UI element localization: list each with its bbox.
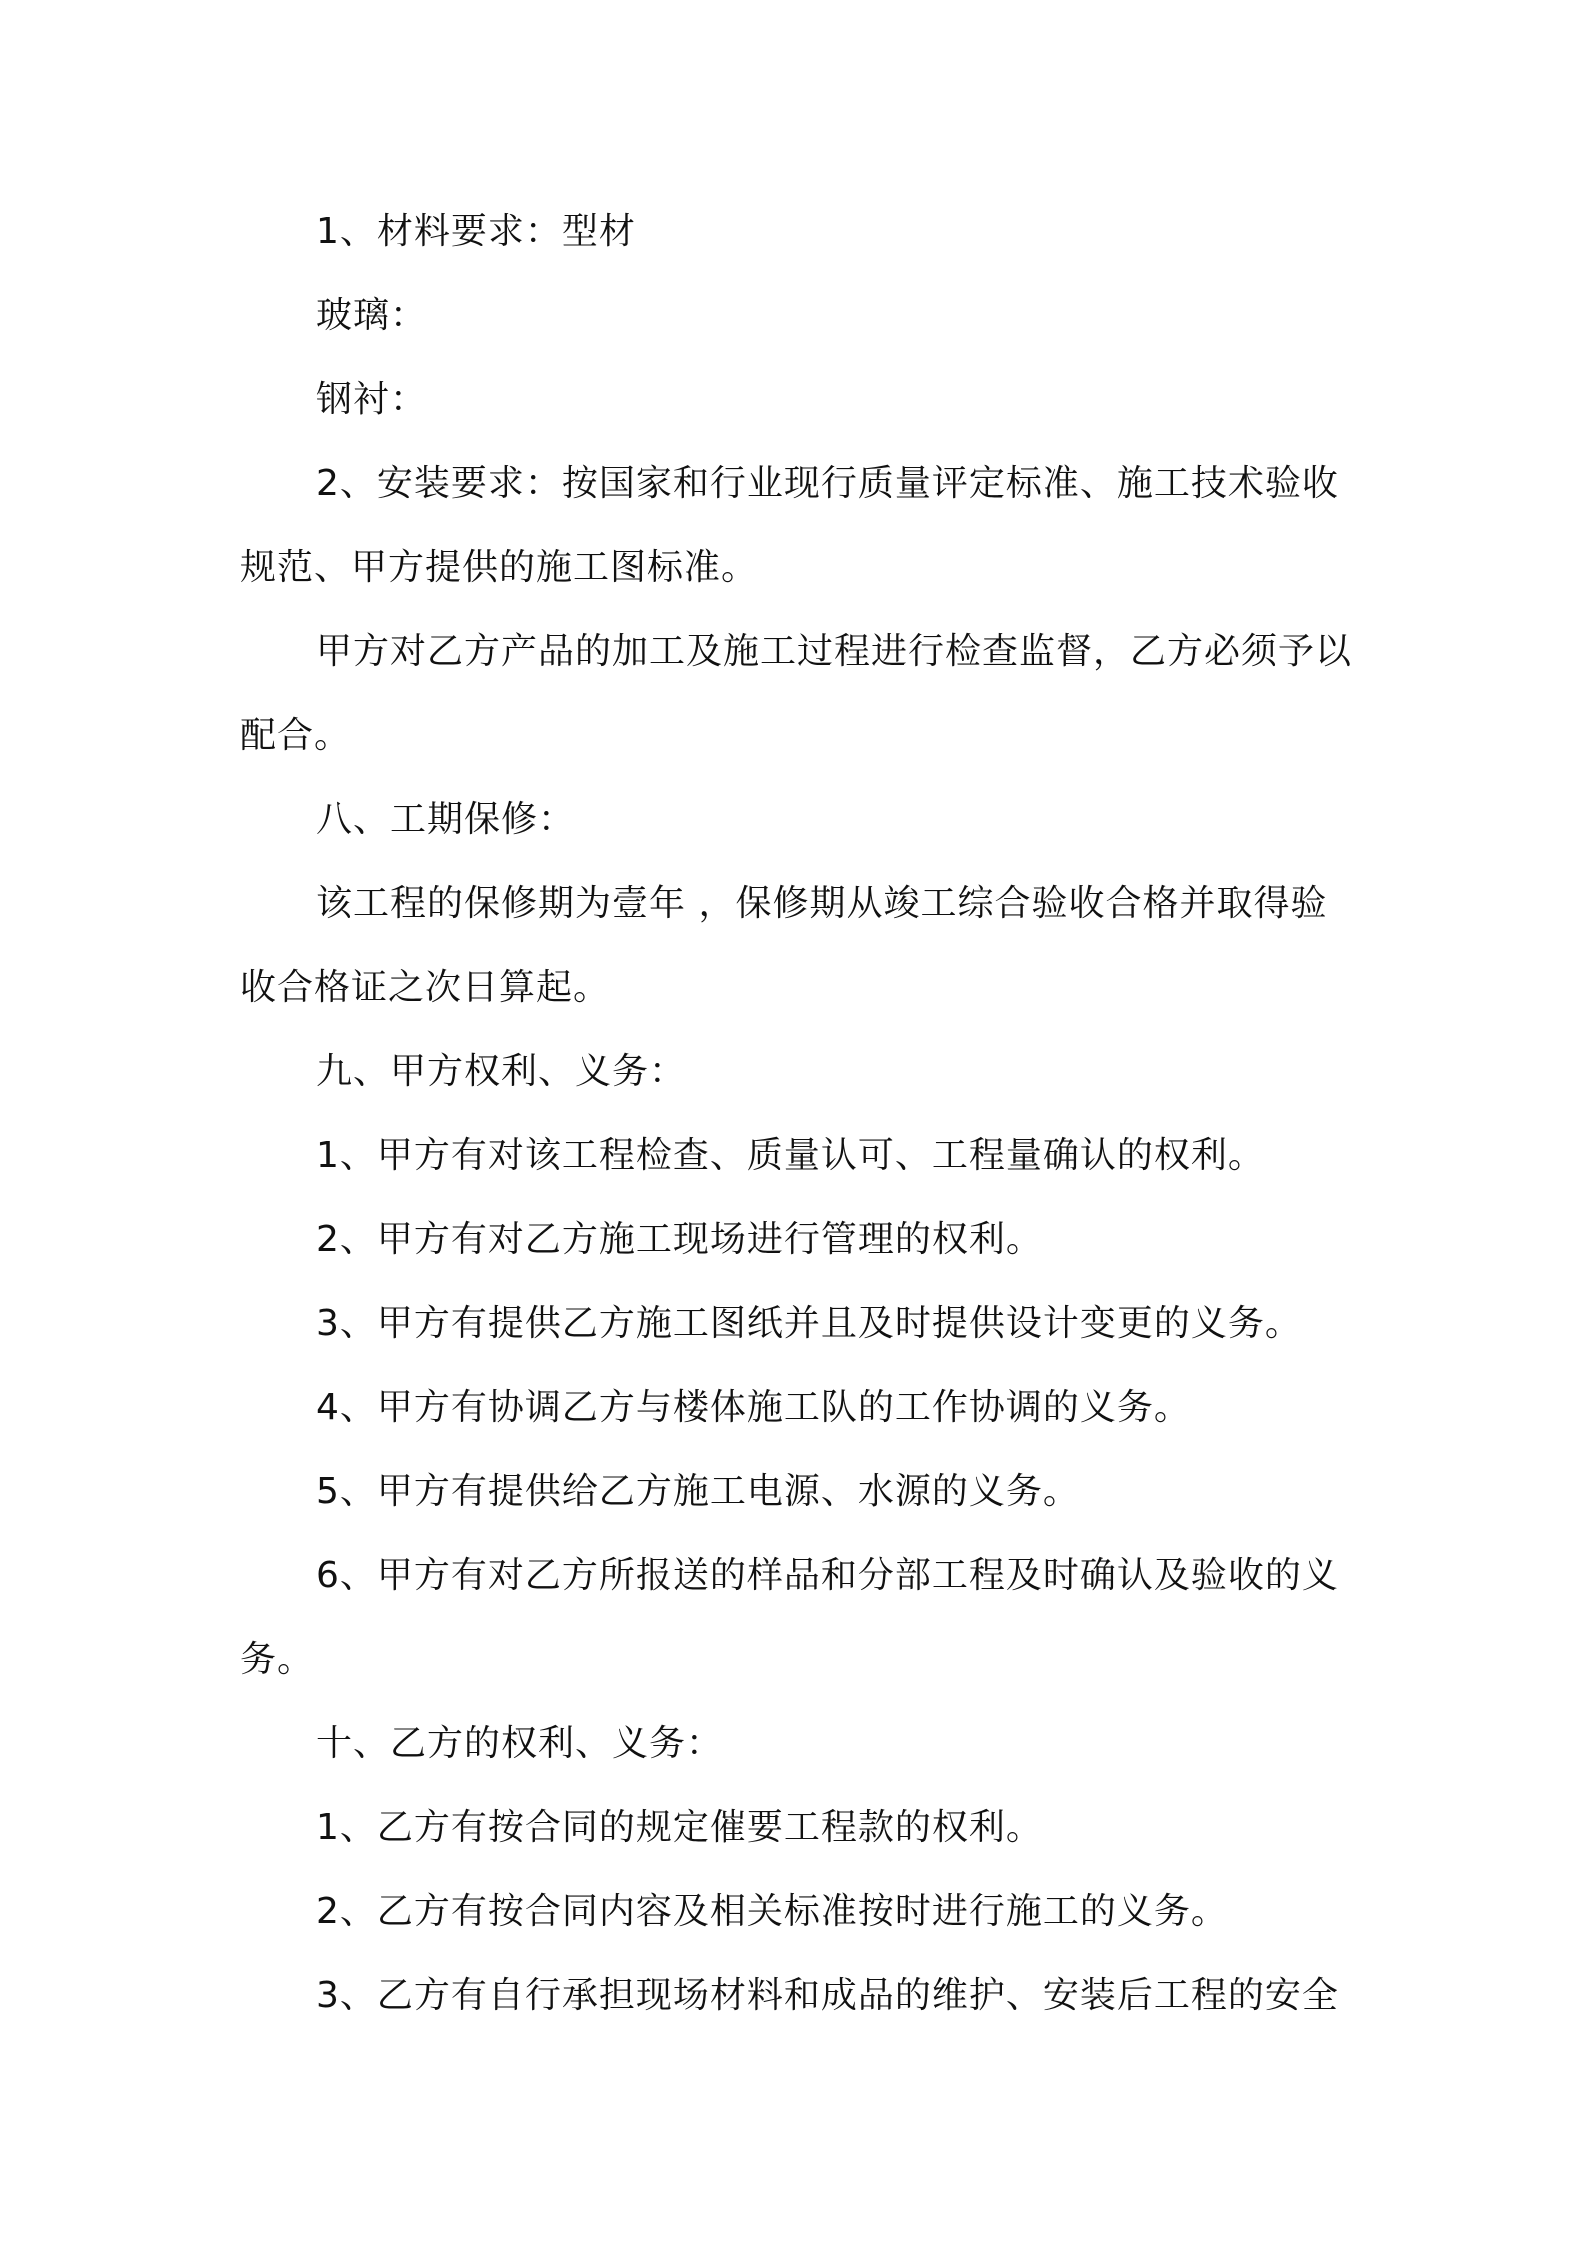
document-body xyxy=(240,190,1360,2038)
section-heading-party-b: 十、乙方的权利、义务： xyxy=(316,1723,724,1764)
section-heading-warranty: 八、工期保修： xyxy=(316,799,576,840)
list-item-party-a-4: 4、甲方有协调乙方与楼体施工队的工作协调的义务。 xyxy=(316,1387,1191,1428)
paragraph-warranty-period: 该工程的保修期为壹年 ，保修期从竣工综合验收合格并取得验收合格证之次日算起。 xyxy=(240,883,1328,1008)
list-item-party-a-6: 6、甲方有对乙方所报送的样品和分部工程及时确认及验收的义务。 xyxy=(240,1555,1339,1680)
section-heading-party-a: 九、甲方权利、义务： xyxy=(316,1051,687,1092)
list-item-party-b-3: 3、乙方有自行承担现场材料和成品的维护、安装后工程的安全 xyxy=(316,1975,1339,2016)
list-item-party-a-3: 3、甲方有提供乙方施工图纸并且及时提供设计变更的义务。 xyxy=(316,1303,1302,1344)
paragraph-material-requirement: 1、材料要求：型材 xyxy=(316,211,636,252)
paragraph-glass: 玻璃： xyxy=(316,295,428,336)
paragraph-supervision: 甲方对乙方产品的加工及施工过程进行检查监督，乙方必须予以配合。 xyxy=(240,631,1353,756)
paragraph-installation-requirement: 2、安装要求：按国家和行业现行质量评定标准、施工技术验收规范、甲方提供的施工图标准。 xyxy=(240,463,1339,588)
paragraph-steel-lining: 钢衬： xyxy=(316,379,428,420)
list-item-party-b-2: 2、乙方有按合同内容及相关标准按时进行施工的义务。 xyxy=(316,1891,1228,1932)
list-item-party-a-5: 5、甲方有提供给乙方施工电源、水源的义务。 xyxy=(316,1471,1080,1512)
list-item-party-a-1: 1、甲方有对该工程检查、质量认可、工程量确认的权利。 xyxy=(316,1135,1265,1176)
list-item-party-a-2: 2、甲方有对乙方施工现场进行管理的权利。 xyxy=(316,1219,1043,1260)
list-item-party-b-1: 1、乙方有按合同的规定催要工程款的权利。 xyxy=(316,1807,1043,1848)
